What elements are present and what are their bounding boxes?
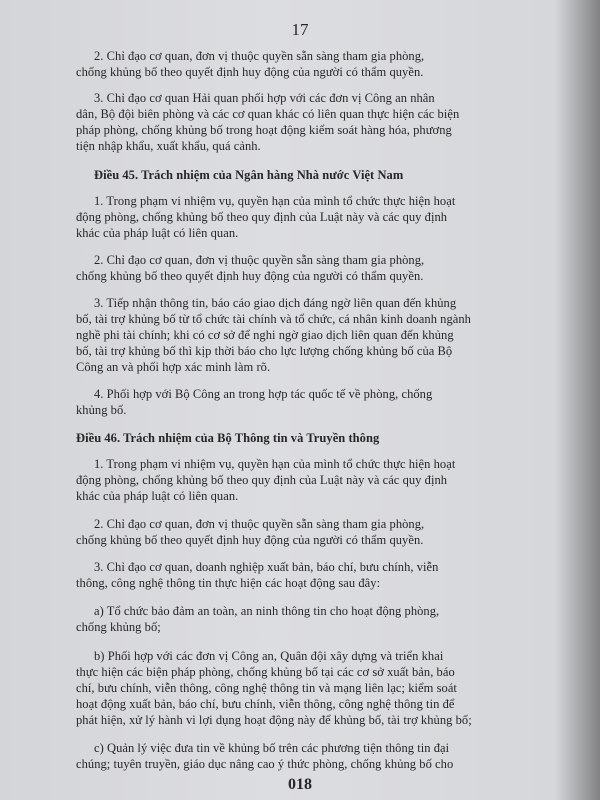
text-line: 2. Chỉ đạo cơ quan, đơn vị thuộc quyền sẵn sàng tham gia phòng,	[94, 49, 425, 63]
text-line: hoạt động xuất bản, báo chí, bưu chính, viễn thông, công nghệ thông tin để	[76, 697, 455, 711]
text-line: pháp phòng, chống khủng bố trong hoạt động kiểm soát hàng hóa, phương	[76, 123, 452, 137]
text-line: chống khủng bố;	[76, 620, 161, 634]
text-line: động phòng, chống khủng bố theo quy định của Luật này và các quy định	[76, 210, 448, 224]
text-line: chống khủng bố theo quyết định huy động của người có thẩm quyền.	[76, 533, 424, 547]
text-line: Công an và phối hợp xác minh làm rõ.	[76, 360, 271, 374]
text-line: 2. Chỉ đạo cơ quan, đơn vị thuộc quyền sẵn sàng tham gia phòng,	[94, 517, 425, 531]
text-line: 3. Chỉ đạo cơ quan Hải quan phối hợp với các đơn vị Công an nhân	[94, 91, 435, 105]
text-line: bố, tài trợ khủng bố thì kịp thời báo cho lực lượng chống khủng bố của Bộ	[76, 344, 453, 358]
footer-code: 018	[288, 776, 312, 793]
text-line: b) Phối hợp với các đơn vị Công an, Quân đội xây dựng và triển khai	[94, 649, 444, 663]
article-heading: Điều 45. Trách nhiệm của Ngân hàng Nhà nước Việt Nam	[94, 168, 404, 182]
text-line: a) Tổ chức bảo đảm an toàn, an ninh thông tin cho hoạt động phòng,	[94, 604, 440, 618]
text-line: 1. Trong phạm vi nhiệm vụ, quyền hạn của mình tổ chức thực hiện hoạt	[94, 457, 456, 471]
text-line: 1. Trong phạm vi nhiệm vụ, quyền hạn của mình tổ chức thực hiện hoạt	[94, 194, 456, 208]
text-line: chúng; tuyên truyền, giáo dục nâng cao ý thức phòng, chống khủng bố cho	[76, 757, 454, 771]
text-line: 4. Phối hợp với Bộ Công an trong hợp tác quốc tế về phòng, chống	[94, 387, 433, 401]
text-line: chí, bưu chính, viễn thông, công nghệ thông tin và mạng liên lạc; kiểm soát	[76, 681, 457, 695]
text-line: nghề phi tài chính; khi có cơ sở để nghi ngờ giao dịch liên quan đến khủng	[76, 328, 454, 342]
text-line: động phòng, chống khủng bố theo quy định của Luật này và các quy định	[76, 473, 448, 487]
text-line: tiện nhập khẩu, xuất khẩu, quá cảnh.	[76, 139, 261, 153]
text-line: 3. Chỉ đạo cơ quan, doanh nghiệp xuất bản, báo chí, bưu chính, viễn	[94, 560, 439, 574]
article-heading: Điều 46. Trách nhiệm của Bộ Thông tin và Truyền thông	[76, 431, 380, 445]
text-line: chống khủng bố theo quyết định huy động của người có thẩm quyền.	[76, 269, 424, 283]
text-line: khủng bố.	[76, 403, 127, 417]
text-line: khác của pháp luật có liên quan.	[76, 226, 239, 240]
text-line: khác của pháp luật có liên quan.	[76, 489, 239, 503]
text-line: bố, tài trợ khủng bố từ tổ chức tài chính và tổ chức, cá nhân kinh doanh ngành	[76, 312, 471, 326]
page-edge-shadow	[555, 0, 600, 800]
text-line: thông, công nghệ thông tin thực hiện các hoạt động sau đây:	[76, 576, 381, 590]
text-line: phát hiện, xử lý hành vi lợi dụng hoạt động này để khủng bố, tài trợ khủng bố;	[76, 713, 472, 727]
text-line: thực hiện các biện pháp phòng, chống khủng bố tại các cơ sở xuất bản, báo	[76, 665, 455, 679]
text-line: 2. Chỉ đạo cơ quan, đơn vị thuộc quyền sẵn sàng tham gia phòng,	[94, 253, 425, 267]
text-line: c) Quản lý việc đưa tin về khủng bố trên các phương tiện thông tin đại	[94, 741, 450, 755]
text-line: 3. Tiếp nhận thông tin, báo cáo giao dịch đáng ngờ liên quan đến khủng	[94, 296, 457, 310]
text-line: dân, Bộ đội biên phòng và các cơ quan khác có liên quan thực hiện các biện	[76, 107, 460, 121]
page-number: 17	[291, 20, 309, 39]
text-line: chống khủng bố theo quyết định huy động của người có thẩm quyền.	[76, 65, 424, 79]
